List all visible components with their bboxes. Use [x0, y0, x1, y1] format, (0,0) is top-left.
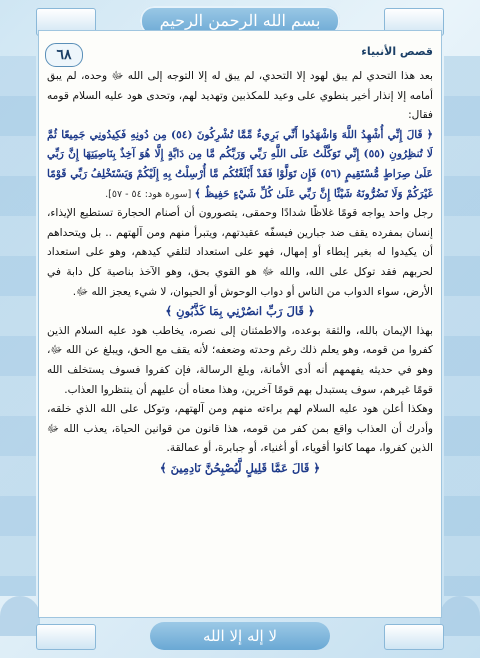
quran-verse: ﴿ قَالَ إِنِّي أُشْهِدُ اللَّهَ وَاشْهَدُوا أَنِّي بَرِيءٌ مِّمَّا تُشْرِكُونَ (٥٤) مِن دُونِهِ فَكِيدُونِي جَمِيعًا ثُمَّ لَا تُنظِرُونِ (٥٥) إِنِّي تَوَكَّلْتُ عَلَى اللَّهِ رَبِّي وَرَبِّكُم مَّا مِن دَابَّةٍ إِلَّا هُوَ آخِذٌ بِنَاصِيَتِهَا إِنَّ رَبِّي عَلَىٰ صِرَاطٍ مُّسْتَقِيمٍ (٥٦) فَإِن تَوَلَّوْا فَقَدْ أَبْلَغْتُكُم مَّا أُرْسِلْتُ بِهِ إِلَيْكُمْ وَيَسْتَخْلِفُ رَبِّي قَوْمًا غَيْرَكُمْ وَلَا تَضُرُّونَهُ شَيْئًا إِنَّ رَبِّي عَلَىٰ كُلِّ شَيْءٍ حَفِيظٌ ﴾ — [47, 128, 433, 200]
open-book-icon — [36, 624, 96, 650]
page-header — [39, 41, 441, 67]
right-ornament-border — [444, 56, 480, 596]
paragraph: بهذا الإيمان بالله، والثقة بوعده، والاطمئنان إلى نصره، يخاطب هود عليه السلام الذين كفروا من قومه، وهو يعلم ذلك رغم وحدته وضعفه؛ لأنه يقف مع الحق، ويبلغ عن الله ﷻ، وهو في حديثه يفهمهم أنه أدى الأمانة، وبلغ الرسالة، فإن كفروا فسوف يستخلف الله قومًا غيرهم، سوف يستبدل بهم قومًا آخرين، وهذا معناه أن عليهم أن ينتظروا العذاب. — [47, 324, 433, 396]
paragraph: وهكذا أعلن هود عليه السلام لهم براءته منهم ومن آلهتهم، وتوكل على الله الذي خلقه، وأدرك أن العذاب واقع بمن كفر من قومه، هذا قانون من قوانين الحياة، يعذب الله ﷻ الذين كفروا، مهما كانوا أقوياء، أو أغنياء، أو جبابرة، أو عمالقة. — [47, 403, 433, 455]
basmala-ribbon: بسم الله الرحمن الرحيم — [140, 6, 340, 36]
page-number: ٦٨ — [45, 43, 83, 67]
page-content — [38, 30, 442, 618]
paragraph: رجل واحد يواجه قومًا غلاظًا شدادًا وحمقى، يتصورون أن أصنام الحجارة تستطيع الإيذاء، إنسان بمفرده يقف ضد جبارين فيسفّه عقيدتهم، ويتبرأ منهم ومن آلهتهم .. بل ويتحداهم أن يكيدوا له بغير إبطاء أو إمهال، فهو على استعداد لتلقي كيدهم، وهو على استعداد لحربهم فقد توكل على الله، والله ﷻ هو القوي بحق، وهو الآخذ بناصية كل دابة في الأرض، سواء الدواب من الناس أو دواب الوحوش أو الحيوان، لا شيء يعجز الله ﷻ. — [47, 207, 433, 298]
quran-verse-block — [47, 126, 433, 204]
shahada-ribbon: لا إله إلا الله — [150, 622, 330, 650]
mosque-dome-right — [440, 596, 480, 636]
mosque-dome-left — [0, 596, 40, 636]
open-book-icon — [384, 624, 444, 650]
article-body — [47, 67, 433, 609]
left-ornament-border — [0, 56, 36, 596]
verse-reference: [سورة هود: ٥٤ - ٥٧]. — [105, 188, 192, 200]
running-title: قصص الأنبياء — [361, 45, 433, 58]
quran-verse: ﴿ قَالَ رَبِّ انصُرْنِي بِمَا كَذَّبُونِ ﴾ — [165, 304, 315, 319]
quran-verse: ﴿ قَالَ عَمَّا قَلِيلٍ لَّيُصْبِحُنَّ نَادِمِينَ ﴾ — [159, 460, 321, 475]
paragraph: بعد هذا التحدي لم يبق لهود إلا التحدي، لم يبق له إلا التوجه إلى الله ﷻ وحده، لم يبق أمامه إلا إنذار أخير ينطوي على وعيد للمكذبين وتهديد لهم، وتحدى هود عليه السلام قومه فقال: — [47, 70, 433, 122]
